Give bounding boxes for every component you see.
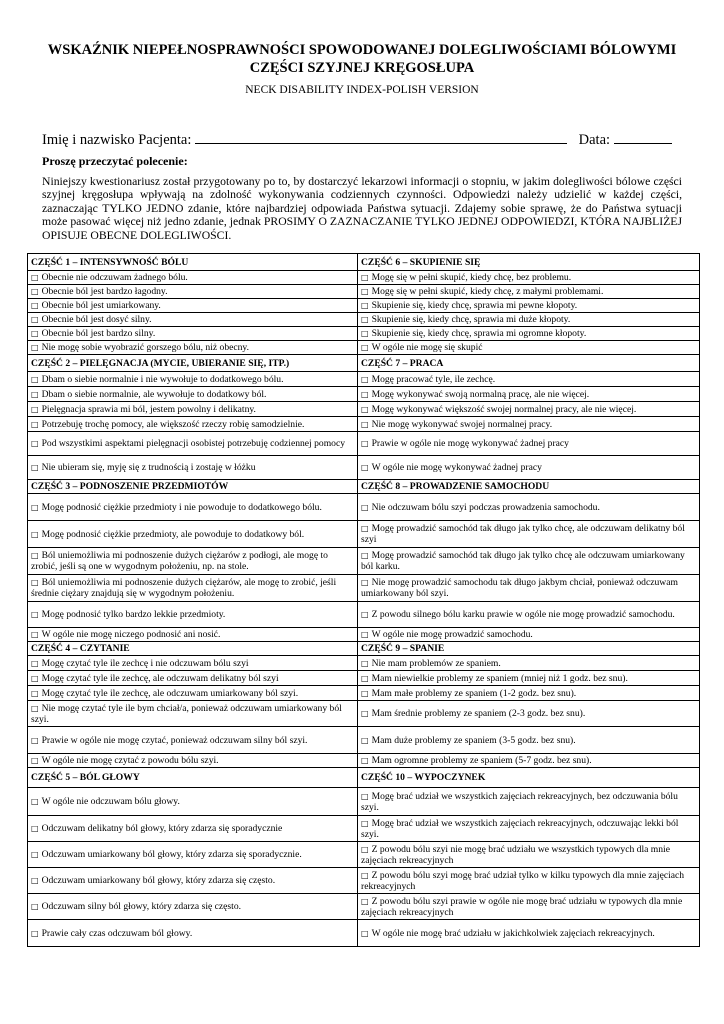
checkbox-icon[interactable]: □ [31, 343, 39, 352]
title-line-2: CZĘŚCI SZYJNEJ KRĘGOSŁUPA [249, 60, 475, 76]
section-4-option[interactable]: □ Prawie w ogóle nie mogę czytać, ponieważ odczuwam silny ból szyi. [28, 727, 358, 754]
checkbox-icon[interactable]: □ [361, 502, 369, 512]
section-9-option[interactable]: □ Nie mam problemów ze spaniem. [358, 656, 700, 671]
section-2-option[interactable]: □ Dbam o siebie normalnie i nie wywołuje to dodatkowego bólu. [28, 372, 358, 387]
checkbox-icon[interactable]: □ [31, 301, 39, 310]
section-7-option[interactable]: □ Mogę pracować tyle, ile zechcę. [358, 372, 700, 387]
checkbox-icon[interactable]: □ [361, 896, 369, 906]
section-4-option[interactable]: □ Mogę czytać tyle ile zechcę i nie odczuwam bólu szyi [28, 656, 358, 671]
section-9-option[interactable]: □ Mam małe problemy ze spaniem (1-2 godz. bez snu). [358, 686, 700, 701]
section-1-title: CZĘŚĆ 1 – INTENSYWNOŚĆ BÓLU [28, 254, 358, 271]
section-9-option[interactable]: □ Mam ogromne problemy ze spaniem (5-7 godz. bez snu). [358, 754, 700, 768]
patient-name-label: Imię i nazwisko Pacjenta: [42, 132, 192, 148]
section-8-title: CZĘŚĆ 8 – PROWADZENIE SAMOCHODU [358, 480, 700, 494]
checkbox-icon[interactable]: □ [31, 797, 39, 806]
section-6-option[interactable]: □ Skupienie się, kiedy chcę, sprawia mi ogromne kłopoty. [358, 327, 700, 341]
section-7-option[interactable]: □ W ogóle nie mogę wykonywać żadnej pracy [358, 456, 700, 480]
section-1-option[interactable]: □ Obecnie ból jest bardzo łagodny. [28, 285, 358, 299]
checkbox-icon[interactable]: □ [361, 709, 369, 718]
checkbox-icon[interactable]: □ [361, 374, 369, 384]
checkbox-icon[interactable]: □ [31, 673, 39, 683]
checkbox-icon[interactable]: □ [31, 329, 39, 338]
section-8-option[interactable]: □ Nie odczuwam bólu szyi podczas prowadzenia samochodu. [358, 494, 700, 521]
section-4-option[interactable]: □ Mogę czytać tyle ile zechcę, ale odczuwam delikatny ból szyi [28, 671, 358, 686]
checkbox-icon[interactable]: □ [31, 419, 39, 429]
checkbox-icon[interactable]: □ [361, 404, 369, 414]
section-10-option[interactable]: □ W ogóle nie mogę brać udziału w jakichkolwiek zajęciach rekreacyjnych. [358, 920, 700, 947]
section-5-option[interactable]: □ Prawie cały czas odczuwam ból głowy. [28, 920, 358, 947]
checkbox-icon[interactable]: □ [31, 273, 39, 282]
section-2-option[interactable]: □ Nie ubieram się, myję się z trudnością i zostaję w łóżku [28, 456, 358, 480]
checkbox-icon[interactable]: □ [361, 389, 369, 399]
section-2-option[interactable]: □ Pielęgnacja sprawia mi ból, jestem powolny i delikatny. [28, 402, 358, 417]
section-6-title: CZĘŚĆ 6 – SKUPIENIE SIĘ [358, 254, 700, 271]
section-2-option[interactable]: □ Dbam o siebie normalnie, ale wywołuje to dodatkowy ból. [28, 387, 358, 402]
section-5-option[interactable]: □ Odczuwam delikatny ból głowy, który zdarza się sporadycznie [28, 816, 358, 842]
checkbox-icon[interactable]: □ [361, 870, 369, 880]
checkbox-icon[interactable]: □ [361, 439, 369, 448]
subtitle: NECK DISABILITY INDEX-POLISH VERSION [245, 84, 479, 96]
checkbox-icon[interactable]: □ [361, 756, 369, 765]
section-4-option[interactable]: □ Mogę czytać tyle ile zechcę, ale odczuwam umiarkowany ból szyi. [28, 686, 358, 701]
section-9-option[interactable]: □ Mam niewielkie problemy ze spaniem (mniej niż 1 godz. bez snu). [358, 671, 700, 686]
instruction-text: Niniejszy kwestionariusz został przygotowany po to, by dostarczyć lekarzowi informacji o stopniu, w jakim dolegliwości bólowe części szyjnej kręgosłupa wpływają na zdolność wykonywania codziennych czynności. Odpowiedzi należy udzielić w każdej części, zaznaczając TYLKO JEDNO zdanie, które najbardziej odpowiada Państwa sytuacji. Zdajemy sobie sprawę, że do Państwa sytuacji może pasować więcej niż jedno zdanie, jednak PROSIMY O ZAZNACZANIE TYLKO JEDNEJ ODPOWIEDZI, KTÓRA NAJBLIŻEJ OPISUJE OBECNE DOLEGLIWOŚCI. [42, 175, 682, 242]
section-10-option[interactable]: □ Mogę brać udział we wszystkich zajęciach rekreacyjnych, odczuwając lekki ból szyi. [358, 816, 700, 842]
checkbox-icon[interactable]: □ [361, 524, 369, 533]
section-9-title: CZĘŚĆ 9 – SPANIE [358, 642, 700, 656]
checkbox-icon[interactable]: □ [31, 578, 39, 587]
checkbox-icon[interactable]: □ [361, 287, 369, 296]
checkbox-icon[interactable]: □ [31, 902, 39, 911]
section-3-option[interactable]: □ Mogę podnosić ciężkie przedmioty, ale powoduje to dodatkowy ból. [28, 521, 358, 548]
checkbox-icon[interactable]: □ [361, 735, 369, 745]
checkbox-icon[interactable]: □ [31, 439, 39, 448]
checkbox-icon[interactable]: □ [31, 703, 39, 713]
section-4-title: CZĘŚĆ 4 – CZYTANIE [28, 642, 358, 656]
checkbox-icon[interactable]: □ [31, 610, 39, 619]
section-1-option[interactable]: □ Obecnie ból jest umiarkowany. [28, 299, 358, 313]
section-7-title: CZĘŚĆ 7 – PRACA [358, 355, 700, 372]
section-3-option[interactable]: □ Ból uniemożliwia mi podnoszenie dużych ciężarów z podłogi, ale mogę to zrobić, jeśli są one w wygodnym położeniu, np. na stole. [28, 548, 358, 575]
section-9-option[interactable]: □ Mam średnie problemy ze spaniem (2-3 godz. bez snu). [358, 701, 700, 727]
section-8-option[interactable]: □ Nie mogę prowadzić samochodu tak długo jakbym chciał, ponieważ odczuwam umiarkowany ból szyi. [358, 575, 700, 602]
section-4-option[interactable]: □ W ogóle nie mogę czytać z powodu bólu szyi. [28, 754, 358, 768]
checkbox-icon[interactable]: □ [361, 578, 369, 587]
checkbox-icon[interactable]: □ [361, 791, 369, 801]
section-5-title: CZĘŚĆ 5 – BÓL GŁOWY [28, 768, 358, 788]
section-6-option[interactable]: □ Skupienie się, kiedy chcę, sprawia mi duże kłopoty. [358, 313, 700, 327]
title-line-1: WSKAŹNIK NIEPEŁNOSPRAWNOŚCI SPOWODOWANEJ DOLEGLIWOŚCIAMI BÓLOWYMI [47, 42, 677, 58]
checkbox-icon[interactable]: □ [31, 928, 39, 938]
section-3-option[interactable]: □ Mogę podnosić tylko bardzo lekkie przedmioty. [28, 602, 358, 628]
section-10-option[interactable]: □ Z powodu bólu szyi nie mogę brać udziału we wszystkich typowych dla mnie zajęciach rekreacyjnych [358, 842, 700, 868]
checkbox-icon[interactable]: □ [361, 315, 369, 324]
checkbox-icon[interactable]: □ [361, 928, 369, 938]
section-8-option[interactable]: □ Z powodu silnego bólu karku prawie w ogóle nie mogę prowadzić samochodu. [358, 602, 700, 628]
section-5-option[interactable]: □ Odczuwam silny ból głowy, który zdarza się często. [28, 894, 358, 920]
date-field[interactable] [614, 130, 672, 144]
checkbox-icon[interactable]: □ [31, 658, 39, 668]
checkbox-icon[interactable]: □ [31, 529, 39, 539]
section-8-option[interactable]: □ W ogóle nie mogę prowadzić samochodu. [358, 628, 700, 642]
checkbox-icon[interactable]: □ [361, 301, 369, 310]
section-2-option[interactable]: □ Pod wszystkimi aspektami pielęgnacji osobistej potrzebuję codziennej pomocy [28, 432, 358, 456]
section-1-option[interactable]: □ Obecnie ból jest bardzo silny. [28, 327, 358, 341]
checkbox-icon[interactable]: □ [31, 315, 39, 324]
section-7-option[interactable]: □ Prawie w ogóle nie mogę wykonywać żadnej pracy [358, 432, 700, 456]
checkbox-icon[interactable]: □ [31, 824, 39, 833]
section-1-option[interactable]: □ Obecnie nie odczuwam żadnego bólu. [28, 271, 358, 285]
checkbox-icon[interactable]: □ [31, 404, 39, 414]
checkbox-icon[interactable]: □ [361, 630, 369, 639]
checkbox-icon[interactable]: □ [361, 844, 369, 854]
section-2-option[interactable]: □ Potrzebuję trochę pomocy, ale większość rzeczy robię samodzielnie. [28, 417, 358, 432]
checkbox-icon[interactable]: □ [31, 287, 39, 296]
patient-name-field[interactable] [195, 130, 567, 144]
checkbox-icon[interactable]: □ [31, 876, 39, 885]
section-6-option[interactable]: □ W ogóle nie mogę się skupić [358, 341, 700, 355]
checkbox-icon[interactable]: □ [361, 419, 369, 429]
section-1-option[interactable]: □ Obecnie ból jest dosyć silny. [28, 313, 358, 327]
instruction-heading: Proszę przeczytać polecenie: [42, 154, 188, 168]
checkbox-icon[interactable]: □ [31, 551, 39, 560]
section-5-option[interactable]: □ Odczuwam umiarkowany ból głowy, który zdarza się sporadycznie. [28, 842, 358, 868]
checkbox-icon[interactable]: □ [361, 463, 369, 472]
questionnaire-table [27, 253, 700, 947]
section-10-title: CZĘŚĆ 10 – WYPOCZYNEK [358, 768, 700, 788]
section-5-option[interactable]: □ W ogóle nie odczuwam bólu głowy. [28, 788, 358, 816]
section-7-option[interactable]: □ Mogę wykonywać większość swojej normalnej pracy, ale nie więcej. [358, 402, 700, 417]
section-4-option[interactable]: □ Nie mogę czytać tyle ile bym chciał/a, ponieważ odczuwam umiarkowany ból szyi. [28, 701, 358, 727]
section-3-option[interactable]: □ Mogę podnosić ciężkie przedmioty i nie powoduje to dodatkowego bólu. [28, 494, 358, 521]
checkbox-icon[interactable]: □ [361, 329, 369, 338]
section-10-option[interactable]: □ Z powodu bólu szyi prawie w ogóle nie mogę brać udziału w typowych dla mnie zajęciach rekreacyjnych [358, 894, 700, 920]
checkbox-icon[interactable]: □ [361, 673, 369, 683]
section-2-title: CZĘŚĆ 2 – PIELĘGNACJA (MYCIE, UBIERANIE SIĘ, ITP.) [28, 355, 358, 372]
checkbox-icon[interactable]: □ [361, 610, 369, 619]
date-label: Data: [578, 132, 611, 148]
checkbox-icon[interactable]: □ [31, 630, 39, 639]
section-1-option[interactable]: □ Nie mogę sobie wyobrazić gorszego bólu, niż obecny. [28, 341, 358, 355]
section-6-option[interactable]: □ Skupienie się, kiedy chcę, sprawia mi pewne kłopoty. [358, 299, 700, 313]
checkbox-icon[interactable]: □ [361, 551, 369, 560]
section-6-option[interactable]: □ Mogę się w pełni skupić, kiedy chcę, z małymi problemami. [358, 285, 700, 299]
checkbox-icon[interactable]: □ [361, 818, 369, 828]
checkbox-icon[interactable]: □ [361, 343, 369, 352]
section-3-option[interactable]: □ W ogóle nie mogę niczego podnosić ani nosić. [28, 628, 358, 642]
section-6-option[interactable]: □ Mogę się w pełni skupić, kiedy chcę, bez problemu. [358, 271, 700, 285]
checkbox-icon[interactable]: □ [361, 658, 369, 668]
checkbox-icon[interactable]: □ [31, 688, 39, 698]
section-3-option[interactable]: □ Ból uniemożliwia mi podnoszenie dużych ciężarów, ale mogę to zrobić, jeśli średnie ciężary znajdują się w wygodnym położeniu. [28, 575, 358, 602]
section-9-option[interactable]: □ Mam duże problemy ze spaniem (3-5 godz. bez snu). [358, 727, 700, 754]
checkbox-icon[interactable]: □ [31, 850, 39, 859]
section-8-option[interactable]: □ Mogę prowadzić samochód tak długo jak tylko chcę, ale odczuwam delikatny ból szyi [358, 521, 700, 548]
section-3-title: CZĘŚĆ 3 – PODNOSZENIE PRZEDMIOTÓW [28, 480, 358, 494]
section-8-option[interactable]: □ Mogę prowadzić samochód tak długo jak tylko chcę ale odczuwam umiarkowany ból karku. [358, 548, 700, 575]
checkbox-icon[interactable]: □ [361, 688, 369, 698]
checkbox-icon[interactable]: □ [31, 374, 39, 384]
checkbox-icon[interactable]: □ [361, 273, 369, 282]
checkbox-icon[interactable]: □ [31, 389, 39, 399]
section-10-option[interactable]: □ Mogę brać udział we wszystkich zajęciach rekreacyjnych, bez odczuwania bólu szyi. [358, 788, 700, 816]
section-7-option[interactable]: □ Mogę wykonywać swoją normalną pracę, ale nie więcej. [358, 387, 700, 402]
checkbox-icon[interactable]: □ [31, 463, 39, 472]
section-5-option[interactable]: □ Odczuwam umiarkowany ból głowy, który zdarza się często. [28, 868, 358, 894]
checkbox-icon[interactable]: □ [31, 735, 39, 745]
patient-row [42, 130, 682, 149]
section-10-option[interactable]: □ Z powodu bólu szyi mogę brać udział tylko w kilku typowych dla mnie zajęciach rekreacyjnych [358, 868, 700, 894]
section-7-option[interactable]: □ Nie mogę wykonywać swojej normalnej pracy. [358, 417, 700, 432]
checkbox-icon[interactable]: □ [31, 502, 39, 512]
checkbox-icon[interactable]: □ [31, 756, 39, 765]
